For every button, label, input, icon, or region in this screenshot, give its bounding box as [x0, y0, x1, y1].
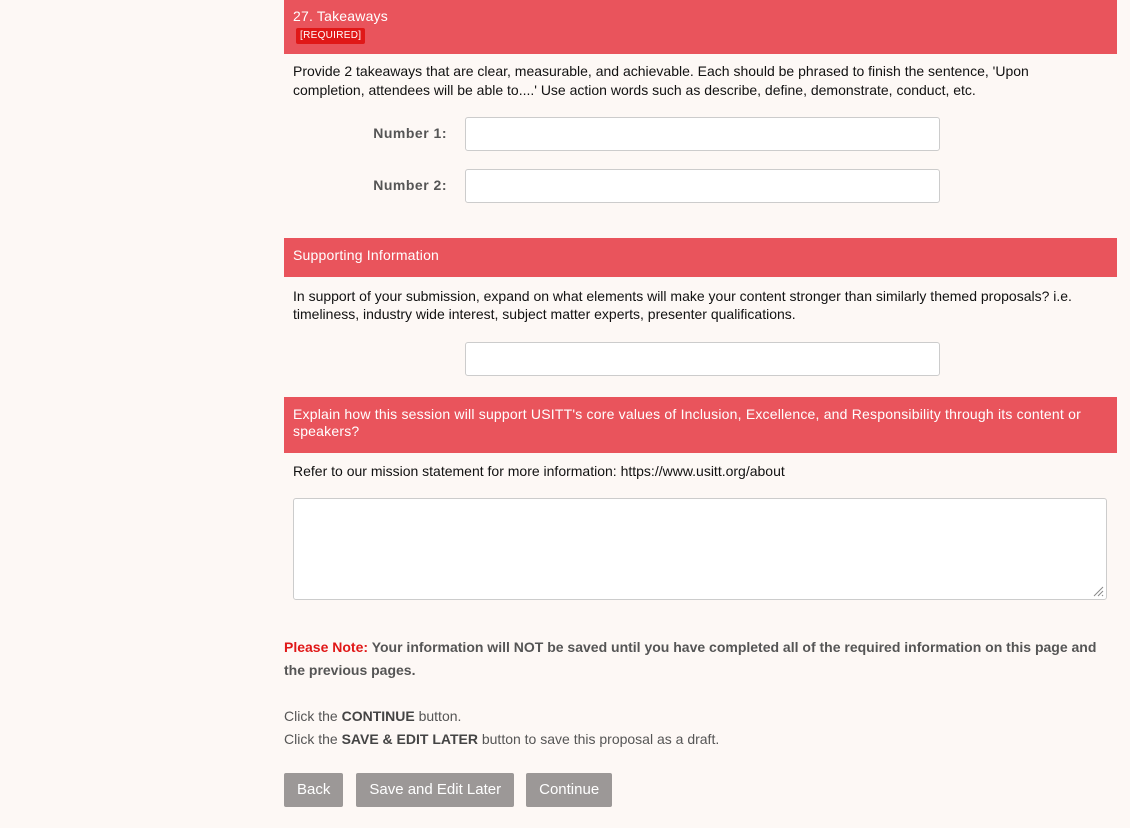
core-values-header: [284, 397, 1117, 453]
save-and-edit-later-button[interactable]: Save and Edit Later: [356, 773, 514, 807]
supporting-info-title: Supporting Information: [293, 247, 440, 263]
note-label: Please Note:: [284, 639, 369, 655]
resize-handle-icon[interactable]: [1092, 585, 1104, 597]
back-button[interactable]: Back: [284, 773, 343, 807]
takeaways-header: [284, 0, 1117, 54]
core-values-textarea[interactable]: [293, 498, 1107, 600]
supporting-info-input[interactable]: [465, 342, 940, 376]
takeaway-1-input[interactable]: [465, 117, 940, 151]
save-note: [284, 636, 1117, 682]
number1-label: Number 1:: [373, 125, 447, 141]
core-values-title: Explain how this session will support USITT's core values of Inclusion, Excellence, and Responsibility through its content or speakers?: [293, 406, 1081, 439]
core-values-description: Refer to our mission statement for more information: https://www.usitt.org/about: [293, 463, 785, 479]
instr1-bold: CONTINUE: [341, 708, 415, 724]
continue-button[interactable]: Continue: [526, 773, 612, 807]
instr2-bold: SAVE & EDIT LATER: [341, 731, 478, 747]
required-badge: [REQUIRED]: [296, 28, 365, 44]
number2-label: Number 2:: [373, 177, 447, 193]
supporting-row: [284, 342, 1117, 397]
takeaway-2-input[interactable]: [465, 169, 940, 203]
takeaway-row-2: [284, 169, 1117, 221]
instruction-continue: [284, 705, 1117, 728]
instr2-suffix: button to save this proposal as a draft.: [477, 731, 720, 747]
note-text: Your information will NOT be saved until you have completed all of the required information on this page and the previous pages.: [284, 639, 1097, 678]
supporting-info-description: In support of your submission, expand on what elements will make your content stronger than similarly themed proposals? i.e. timeliness, industry wide interest, subject matter experts, presenter qualifications.: [293, 288, 1072, 322]
instruction-save: [284, 728, 1117, 751]
takeaway-row-1: [284, 117, 1117, 169]
form-page: [284, 0, 1117, 807]
instr1-prefix: Click the: [284, 708, 342, 724]
supporting-info-header: [284, 238, 1117, 277]
button-row: [284, 773, 1117, 807]
instr2-prefix: Click the: [284, 731, 342, 747]
takeaways-description: Provide 2 takeaways that are clear, measurable, and achievable. Each should be phrased to finish the sentence, 'Upon completion, attendees will be able to....' Use action words such as describe, define, demonstrate, conduct, etc.: [293, 63, 1029, 98]
takeaways-title: 27. Takeaways: [293, 8, 388, 24]
instr1-suffix: button.: [414, 708, 462, 724]
